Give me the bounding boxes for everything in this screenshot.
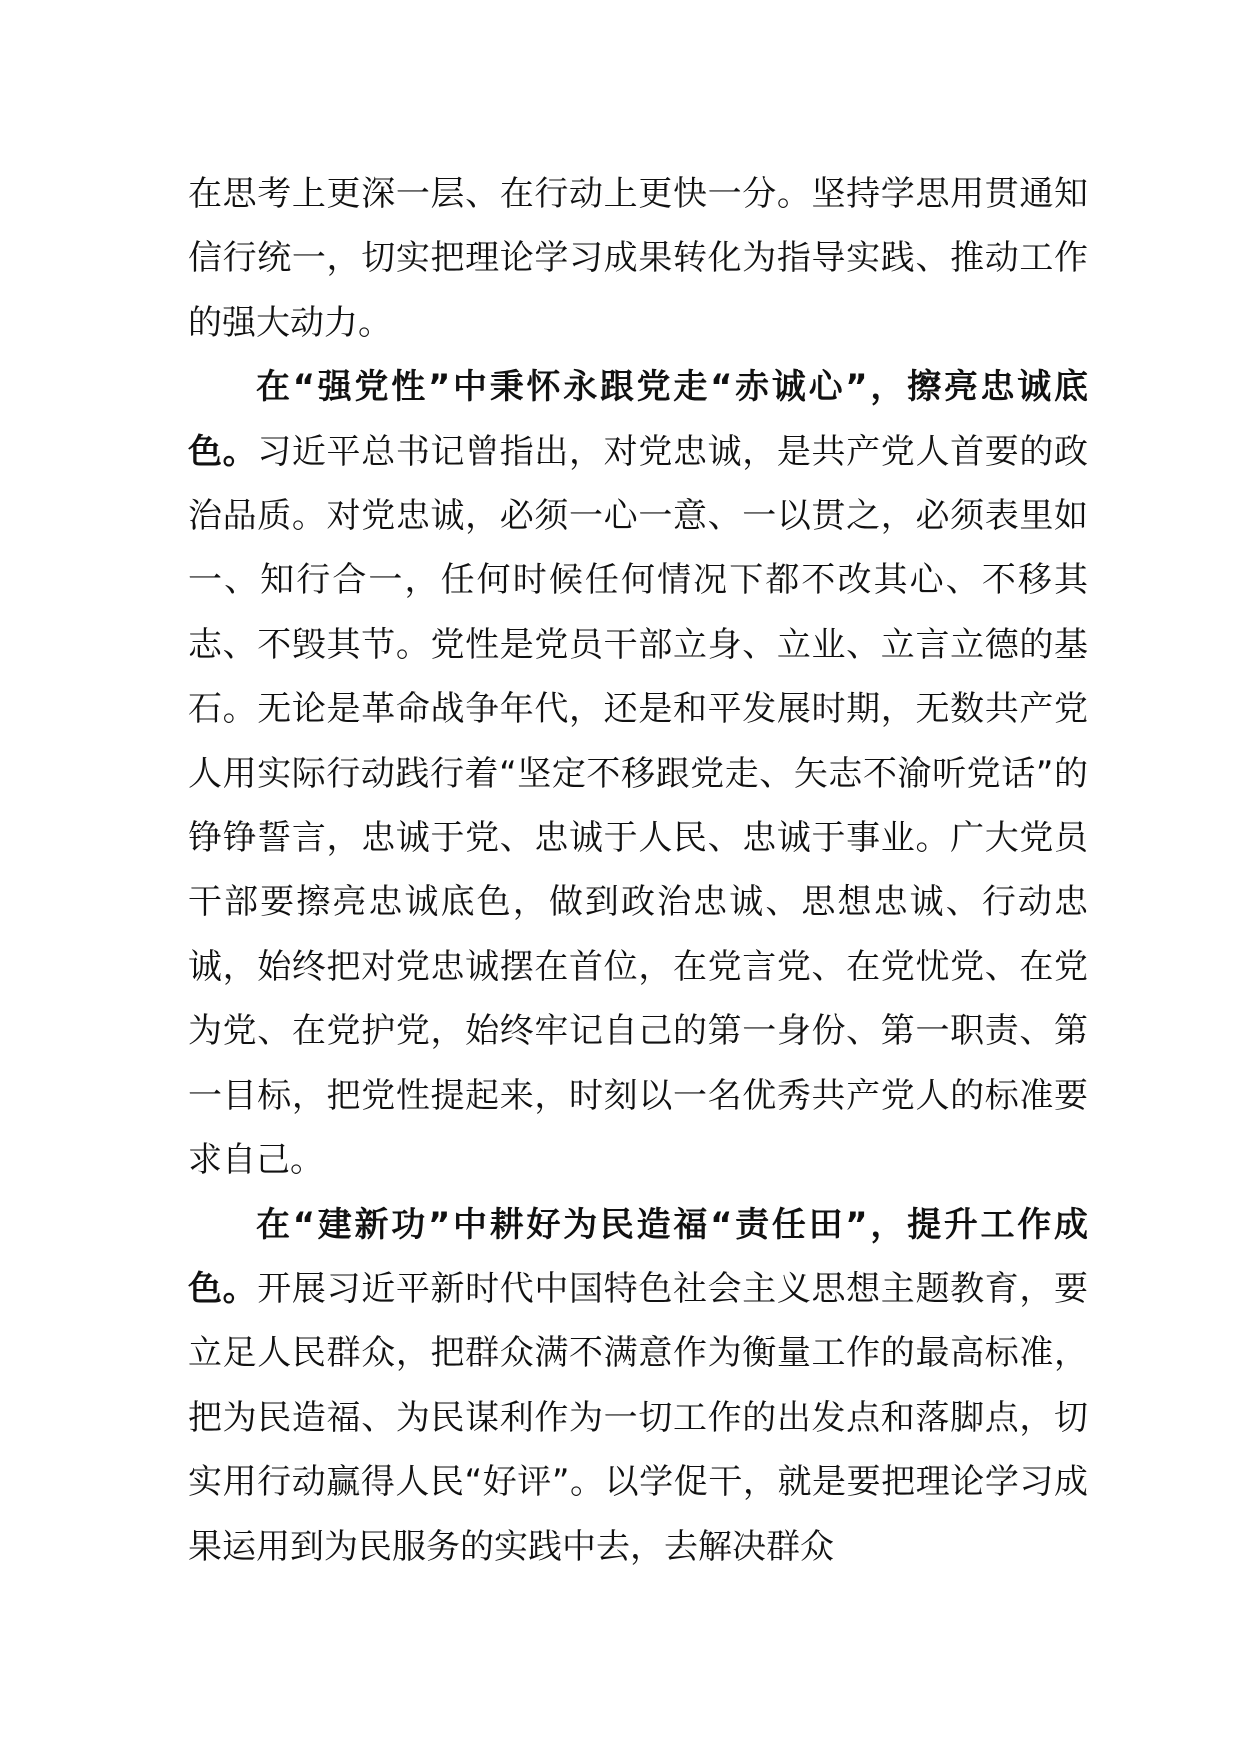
paragraph-2 (188, 355, 1088, 1192)
paragraph-2-lead: 在“强党性”中秉怀永跟党走“赤诚心”，擦亮忠诚底色。 (188, 367, 1088, 472)
paragraph-3 (188, 1193, 1088, 1579)
paragraph-3-text: 开展习近平新时代中国特色社会主义思想主题教育，要立足人民群众，把群众满不满意作为衡量工作的最高标准，把为民造福、为民谋利作为一切工作的出发点和落脚点，切实用行动赢得人民“好评”。以学促干，就是要把理论学习成果运用到为民服务的实践中去，去解决群众 (188, 1268, 1088, 1567)
document-page (188, 162, 1088, 1579)
paragraph-3-lead: 在“建新功”中耕好为民造福“责任田”，提升工作成色。 (188, 1204, 1088, 1309)
paragraph-2-text: 习近平总书记曾指出，对党忠诚，是共产党人首要的政治品质。对党忠诚，必须一心一意、一以贯之，必须表里如一、知行合一，任何时候任何情况下都不改其心、不移其志、不毁其节。党性是党员干部立身、立业、立言立德的基石。无论是革命战争年代，还是和平发展时期，无数共产党人用实际行动践行着“坚定不移跟党走、矢志不渝听党话”的铮铮誓言，忠诚于党、忠诚于人民、忠诚于事业。广大党员干部要擦亮忠诚底色，做到政治忠诚、思想忠诚、行动忠诚，始终把对党忠诚摆在首位，在党言党、在党忧党、在党为党、在党护党，始终牢记自己的第一身份、第一职责、第一目标，把党性提起来，时刻以一名优秀共产党人的标准要求自己。 (188, 431, 1088, 1181)
paragraph-1-text: 在思考上更深一层、在行动上更快一分。坚持学思用贯通知信行统一，切实把理论学习成果转化为指导实践、推动工作的强大动力。 (188, 174, 1088, 343)
paragraph-1 (188, 162, 1088, 355)
